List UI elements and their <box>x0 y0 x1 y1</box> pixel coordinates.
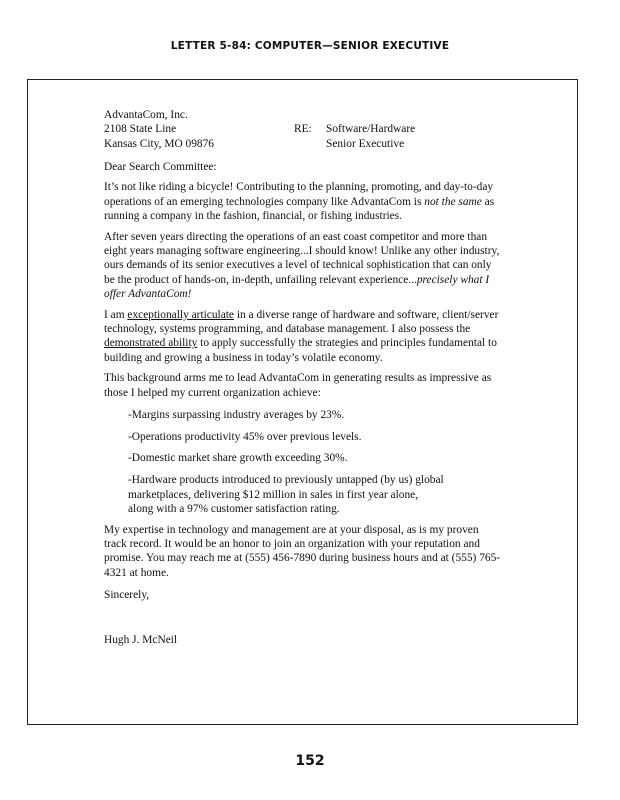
re-subject-2: Senior Executive <box>326 137 405 150</box>
list-item <box>128 473 504 516</box>
list-item: -Operations productivity 45% over previous levels. <box>128 430 362 443</box>
closing: Sincerely, <box>104 589 150 602</box>
company-name: AdvantaCom, Inc. <box>104 109 188 121</box>
p2-text-a: After seven years directing the operations of an east coast competitor and more than eight years managing software engineering...I should know! Unlike any other industry, ours demands of its senior executives a level of technical sophistication that can only be the product of hands-on, in-depth, unfailing relevant experience... <box>104 230 500 286</box>
paragraph-4: This background arms me to lead AdvantaCom in generating results as impressive as those I helped my current organization achieve: <box>104 372 492 399</box>
p3-text-e: to apply successfully the strategies and principles fundamental to building and growing a business in today’s volatile economy. <box>104 337 497 364</box>
list-item: -Domestic market share growth exceeding 30%. <box>128 452 348 465</box>
p1-text-c: as running a company in the fashion, financial, or fishing industries. <box>104 195 495 223</box>
p3-underline-2: demonstrated ability <box>104 337 198 350</box>
letter-body <box>104 108 504 647</box>
page-number: 152 <box>295 753 325 769</box>
achievement-list <box>128 408 504 517</box>
re-line <box>294 122 415 151</box>
page-title: LETTER 5-84: COMPUTER—SENIOR EXECUTIVE <box>170 40 450 52</box>
list-item-line: -Hardware products introduced to previously untapped (by us) global <box>128 474 444 487</box>
street-address: 2108 State Line <box>104 123 177 136</box>
list-item-line: along with a 97% customer satisfaction rating. <box>128 503 340 516</box>
p3-underline-1: exceptionally articulate <box>127 308 234 321</box>
recipient-address <box>104 108 214 151</box>
p3-text-a: I am <box>104 308 128 321</box>
paragraph-1 <box>104 180 504 223</box>
p3-text-c: in a diverse range of hardware and software, client/server technology, systems programming, and database management. I also possess the <box>104 308 499 336</box>
paragraph-2 <box>104 230 504 302</box>
salutation: Dear Search Committee: <box>104 161 217 173</box>
address-block <box>104 108 504 153</box>
p1-text-a: It’s not like riding a bicycle! Contributing to the planning, promoting, and day-to-day operations of an emerging technologies company like AdvantaCom is <box>104 181 494 208</box>
list-item: -Margins surpassing industry averages by 23%. <box>128 408 345 421</box>
p2-italic: precisely what I offer AdvantaCom! <box>104 273 490 301</box>
signature-name: Hugh J. McNeil <box>104 633 178 646</box>
paragraph-5: My expertise in technology and management are at your disposal, as is my proven track record. It would be an honor to join an organization with your reputation and promise. You may reach me at (555) 456-7890 during business hours and at (555) 765-4321 at home. <box>104 523 501 579</box>
p1-italic: not the same <box>424 195 482 208</box>
paragraph-3 <box>104 308 504 366</box>
list-item-line: marketplaces, delivering $12 million in sales in first year alone, <box>128 488 419 501</box>
re-label: RE: <box>294 123 312 136</box>
city-state-zip: Kansas City, MO 09876 <box>104 137 215 150</box>
re-subject-1: Software/Hardware <box>326 123 416 136</box>
